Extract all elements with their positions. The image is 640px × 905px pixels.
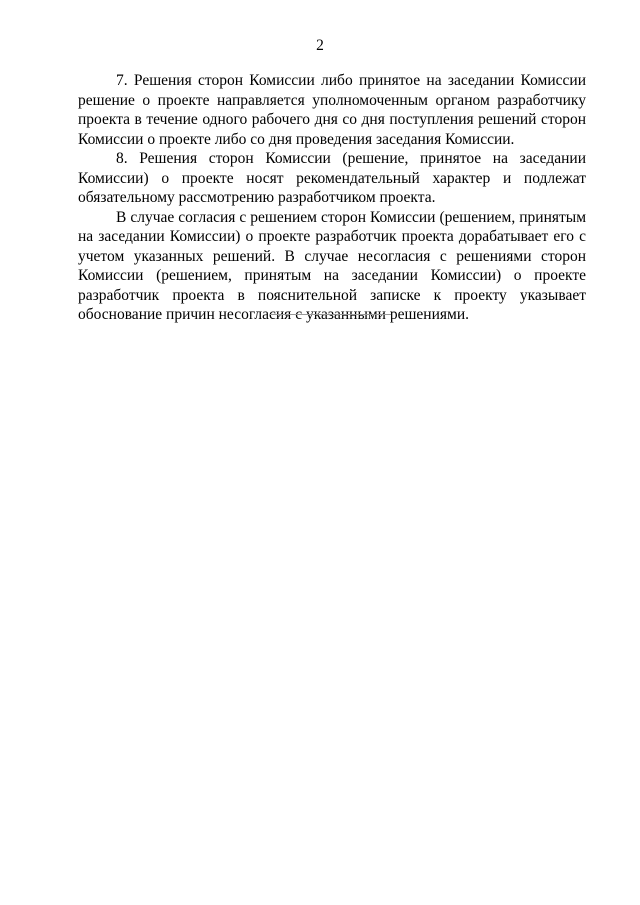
paragraph-7: 7. Решения сторон Комиссии либо принятое на заседании Комиссии решение о проекте направляется уполномоченным органом разработчику проекта в течение одного рабочего дня со дня поступления решений сторон Комиссии о проекте либо со дня проведения заседания Комиссии. bbox=[78, 72, 586, 148]
paragraph-8: 8. Решения сторон Комиссии (решение, принятое на заседании Комиссии) о проекте носят рекомендательный характер и подлежат обязательному рассмотрению разработчиком проекта. bbox=[78, 150, 586, 206]
end-divider bbox=[270, 314, 391, 315]
page-number: 2 bbox=[316, 37, 324, 54]
document-body bbox=[78, 71, 586, 325]
paragraph-agreement: В случае согласия с решением сторон Комиссии (решением, принятым на заседании Комиссии) о проекте разработчик проекта дорабатывает его с учетом указанных решений. В случае несогласия с решениями сторон Комиссии (решением, принятым на заседании Комиссии) о проекте разработчик проекта в пояснительной записке к проекту указывает обоснование причин несогласия с указанными решениями. bbox=[78, 208, 586, 323]
